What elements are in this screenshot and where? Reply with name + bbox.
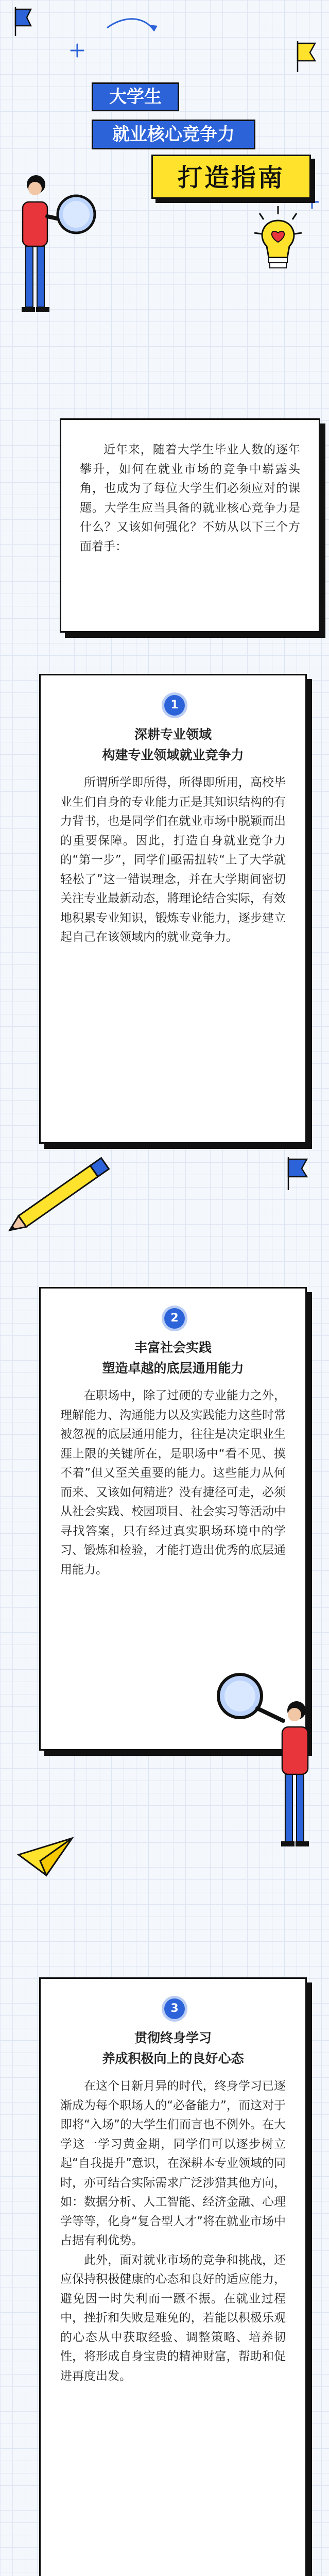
header-decoration	[0, 0, 329, 412]
blue-flag-icon	[15, 7, 31, 36]
arrow-curve-icon	[107, 19, 154, 31]
section-2-paragraph: 在职场中，除了过硬的专业能力之外，理解能力、沟通能力以及实践能力这些时常被忽视的底层通用能力，往往是决定职业生涯上限的关键所在，是职场中“看不见、摸不着”但又至关重要的能力。这些能力从何而来、又该如何精进？没有捷径可走，必须从社会实践、校园项目、社会实习等活动中寻找答案，只有经过真实职场环境中的学习、锻炼和检验，才能打造出优秀的底层通用能力。	[60, 1389, 286, 1577]
section-1-title-line-2: 构建专业领域就业竞争力	[102, 748, 244, 762]
lightbulb-heart-illustration	[254, 206, 302, 268]
section-3-paragraph-1: 在这个日新月异的时代，终身学习已逐渐成为每个职场人的“必备能力”，而这对于即将“入场”的大学生们而言也不例外。在大学这一学习黄金期，同学们可以逐步树立起“自我提升”意识，在深耕本专业领域的同时，亦可结合实际需求广泛涉猎其他方向，如：数据分析、人工智能、经济金融、心理学等等，化身“复合型人才”将在就业市场中占据有利优势。	[60, 2079, 286, 2247]
magnifier-person-illustration	[216, 1669, 329, 1886]
section-3-title-line-1: 贯彻终身学习	[134, 2030, 212, 2045]
section-2-title-line-1: 丰富社会实践	[134, 1340, 212, 1355]
section-2-number: 2	[164, 1308, 185, 1329]
section-2-title-line-2: 塑造卓越的底层通用能力	[102, 1361, 244, 1376]
paper-plane-icon	[15, 1834, 77, 1886]
section-1-title-line-1: 深耕专业领域	[134, 727, 212, 742]
intro-paragraph: 近年来，随着大学生毕业人数的逐年攀升，如何在就业市场的竞争中崭露头角，也成为了每位大学生们必须应对的课题。大学生应当具备的就业核心竞争力是什么？又该如何强化？不妨从以下三个方面着手：	[80, 443, 300, 553]
sparkle-icon	[71, 44, 83, 57]
page-title-line-2: 就业核心竞争力	[92, 120, 255, 149]
blue-flag-icon	[288, 1157, 307, 1190]
pencil-icon	[6, 1158, 109, 1236]
section-1-card	[39, 674, 307, 1144]
section-1-body	[60, 773, 286, 947]
section-3-number: 3	[164, 1998, 185, 2019]
magnifier-person-illustration	[22, 175, 95, 312]
intro-text	[80, 440, 300, 556]
section-1-paragraph: 所谓所学即所得，所得即所用，高校毕业生们自身的专业能力正是其知识结构的有力背书，也是同学们在就业市场中脱颖而出的重要保障。因此，打造自身就业竞争力的“第一步”，同学们亟需扭转“上了大学就轻松了”这一错误理念，并在大学期间密切关注专业最新动态，將理论结合实际，有效地积累专业知识，锻炼专业能力，逐步建立起自己在该领域内的就业竞争力。	[60, 776, 286, 944]
section-1-number: 1	[164, 695, 185, 716]
intro-card	[60, 418, 320, 633]
section-3-title-line-2: 养成积极向上的良好心态	[102, 2051, 244, 2066]
section-3-card	[39, 1977, 307, 2576]
section-2-body	[60, 1386, 286, 1580]
section-3-paragraph-2: 此外，面对就业市场的竞争和挑战，还应保持积极健康的心态和良好的适应能力，避免因一时失利而一蹶不振。在就业过程中，挫折和失败是难免的，若能以积极乐观的心态从中获取经验、调整策略、培养韧性，将形成自身宝贵的精神财富，帮助和促进再度出发。	[60, 2253, 286, 2383]
page-title-line-3: 打造指南	[151, 155, 311, 199]
section-3-body	[60, 2077, 286, 2386]
yellow-flag-icon	[298, 41, 315, 72]
page-title-line-1: 大学生	[92, 82, 179, 111]
